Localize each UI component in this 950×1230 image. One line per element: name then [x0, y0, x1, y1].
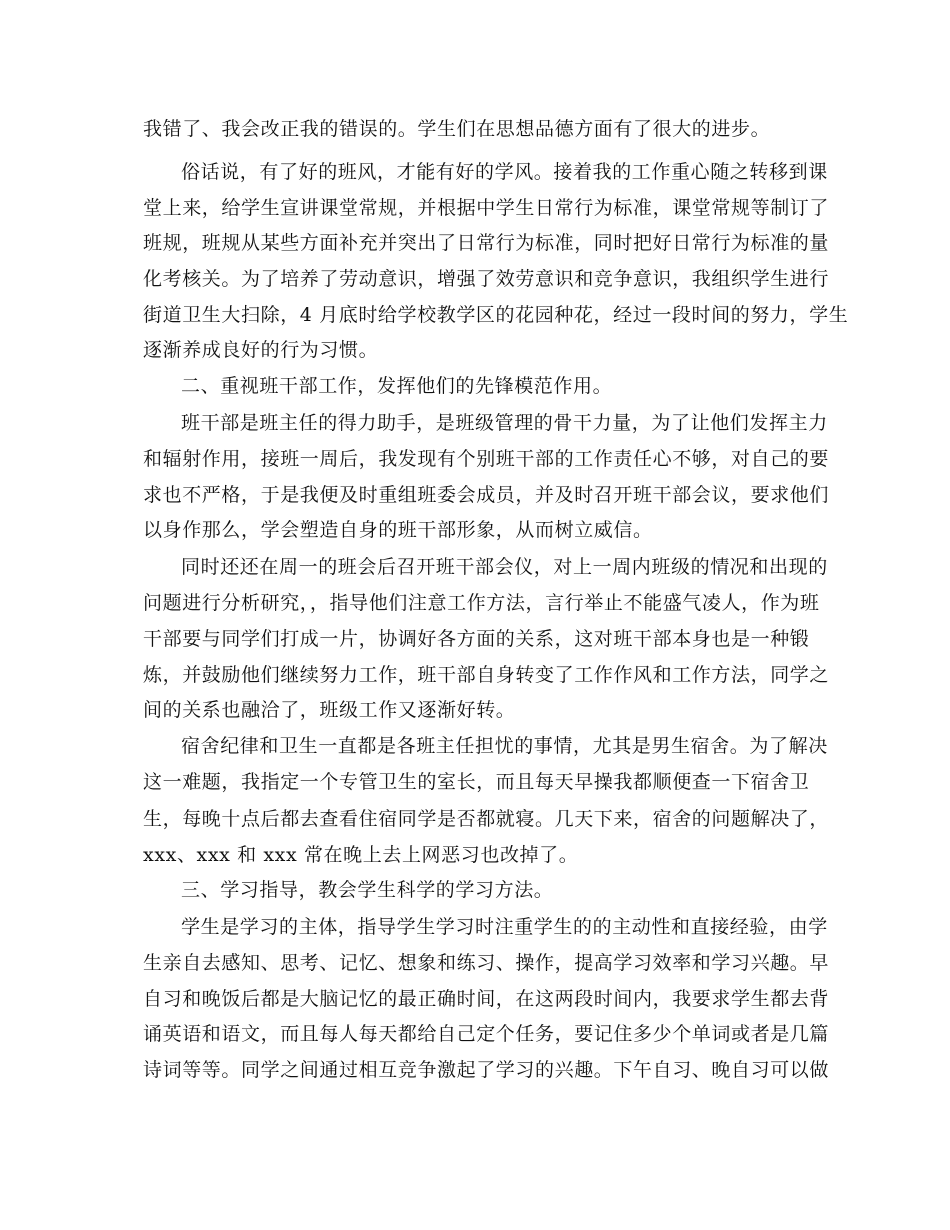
- text-line: 诵英语和语文，而且每人每天都给自己定个任务，要记住多少个单词或者是几篇: [143, 1023, 830, 1045]
- paragraph-start-line: 宿舍纪律和卫生一直都是各班主任担忧的事情，尤其是男生宿舍。为了解决: [181, 735, 828, 757]
- paragraph-start-line: 俗话说，有了好的班风，才能有好的学风。接着我的工作重心随之转移到课: [181, 161, 828, 183]
- text-line: 班规，班规从某些方面补充并突出了日常行为标准，同时把好日常行为标准的量: [143, 232, 830, 254]
- text-line: 炼，并鼓励他们继续努力工作，班干部自身转变了工作作风和工作方法，同学之: [143, 664, 830, 686]
- text-line: 生亲自去感知、思考、记忆、想象和练习、操作，提高学习效率和学习兴趣。早: [143, 952, 830, 974]
- text-line: 街道卫生大扫除，4 月底时给学校教学区的花园种花，经过一段时间的努力，学生: [143, 304, 849, 326]
- text-line: 以身作那么，学会塑造自身的班干部形象，从而树立威信。: [143, 519, 653, 541]
- text-line: 干部要与同学们打成一片，协调好各方面的关系，这对班干部本身也是一种锻: [143, 628, 810, 650]
- paragraph-start-line: 同时还还在周一的班会后召开班干部会仪，对上一周内班级的情况和出现的: [181, 556, 828, 578]
- paragraph-start-line: 班干部是班主任的得力助手，是班级管理的骨干力量，为了让他们发挥主力: [181, 412, 828, 434]
- text-line: 自习和晚饭后都是大脑记忆的最正确时间，在这两段时间内，我要求学生都去背: [143, 988, 830, 1010]
- text-line: 求也不严格，于是我便及时重组班委会成员，并及时召开班干部会议，要求他们: [143, 484, 830, 506]
- text-line: 和辐射作用，接班一周后，我发现有个别班干部的工作责任心不够，对自己的要: [143, 448, 830, 470]
- text-line: 这一难题，我指定一个专管卫生的室长，而且每天早操我都顺便查一下宿舍卫: [143, 771, 810, 793]
- text-line: 生，每晚十点后都去查看住宿同学是否都就寝。几天下来，宿舍的问题解决了，: [143, 808, 830, 830]
- text-line: 间的关系也融洽了，班级工作又逐渐好转。: [143, 699, 516, 721]
- text-line: 我错了、我会改正我的错误的。学生们在思想品德方面有了很大的进步。: [143, 118, 771, 140]
- text-line: 化考核关。为了培养了劳动意识，增强了效劳意识和竞争意识，我组织学生进行: [143, 268, 830, 290]
- paragraph-start-line: 学生是学习的主体，指导学生学习时注重学生的的主动性和直接经验，由学: [181, 916, 828, 938]
- section-heading: 三、学习指导，教会学生科学的学习方法。: [181, 879, 554, 901]
- text-line: 逐渐养成良好的行为习惯。: [143, 339, 379, 361]
- text-line: 诗词等等。同学之间通过相互竞争激起了学习的兴趣。下午自习、晚自习可以做: [143, 1059, 830, 1081]
- section-heading: 二、重视班干部工作，发挥他们的先锋模范作用。: [181, 375, 613, 397]
- text-line: xxx、xxx 和 xxx 常在晚上去上网恶习也改掉了。: [143, 844, 579, 866]
- text-line: 堂上来，给学生宣讲课堂常规，并根据中学生日常行为标准，课堂常规等制订了: [143, 197, 830, 219]
- text-line: 问题进行分析研究，，指导他们注意工作方法，言行举止不能盛气凌人，作为班: [143, 592, 820, 614]
